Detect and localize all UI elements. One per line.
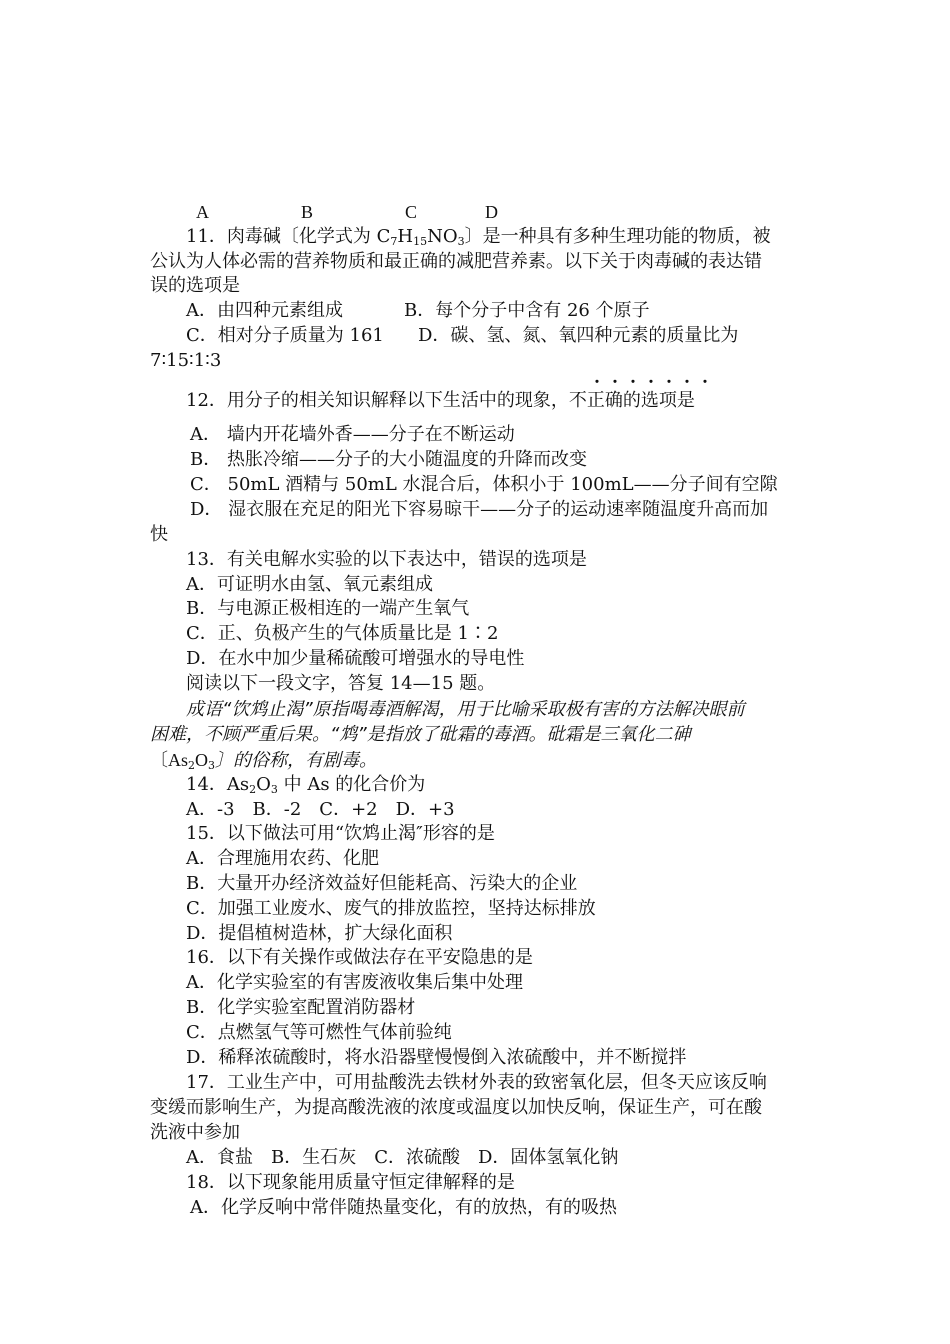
q13-option-d: D．在水中加少量稀硫酸可增强水的导电性 — [186, 648, 525, 669]
q11-stem-line2: 公认为人体必需的营养物质和最正确的减肥营养素。以下关于肉毒碱的表达错 — [150, 251, 762, 272]
q12-option-d: D． 湿衣服在充足的阳光下容易晾干——分子的运动速率随温度升高而加 — [190, 499, 769, 520]
figure-label-b: B — [301, 202, 314, 222]
q13-option-a: A．可证明水由氢、氧元素组成 — [186, 574, 433, 595]
q16-option-a: A．化学实验室的有害废液收集后集中处理 — [186, 972, 523, 993]
q11-option-a: A．由四种元素组成 — [186, 300, 343, 321]
q13-option-c: C．正、负极产生的气体质量比是 1∶2 — [186, 623, 499, 644]
q12-option-d-cont: 快 — [150, 524, 168, 545]
q16-option-d: D．稀释浓硫酸时，将水沿器壁慢慢倒入浓硫酸中，并不断搅拌 — [186, 1047, 687, 1068]
q15-option-b: B．大量开办经济效益好但能耗高、污染大的企业 — [186, 873, 578, 894]
q16-stem: 16．以下有关操作或做法存在平安隐患的是 — [186, 947, 533, 968]
q15-option-d: D．提倡植树造林，扩大绿化面积 — [186, 923, 453, 944]
q14-options: A．-3 B．-2 C．+2 D．+3 — [186, 799, 455, 820]
q17-stem-line2: 变缓而影响生产，为提高酸洗液的浓度或温度以加快反响，保证生产，可在酸 — [150, 1097, 762, 1118]
q11-option-b: B．每个分子中含有 26 个原子 — [404, 300, 650, 321]
q18-stem: 18．以下现象能用质量守恒定律解释的是 — [186, 1172, 515, 1193]
q11-option-d-cont: 7∶15∶1∶3 — [150, 350, 222, 371]
q12-option-a: A． 墙内开花墙外香——分子在不断运动 — [190, 424, 515, 445]
reading-passage-line1: 成语“饮鸩止渴”原指喝毒酒解渴，用于比喻采取极有害的方法解决眼前 — [186, 699, 745, 720]
figure-label-a: A — [196, 202, 209, 222]
q11-stem-line1: 11．肉毒碱〔化学式为 $C_7H_{15}NO_3$〕是一种具有多种生理功能的物质，被 — [186, 226, 771, 248]
q13-option-b: B．与电源正极相连的一端产生氧气 — [186, 598, 470, 619]
q14-stem: 14．$As_2O_3$ 中 As 的化合价为 — [186, 774, 426, 796]
q13-stem: 13．有关电解水实验的以下表达中，错误的选项是 — [186, 549, 587, 570]
q12-option-c: C． 50mL 酒精与 50mL 水混合后，体积小于 100mL——分子间有空隙 — [190, 474, 778, 495]
q17-stem-line1: 17．工业生产中，可用盐酸洗去铁材外表的致密氧化层，但冬天应该反响 — [186, 1072, 767, 1093]
reading-passage-line2: 困难，不顾严重后果。“鸩”是指放了砒霜的毒酒。砒霜是三氧化二砷 — [150, 724, 691, 745]
reading-passage-line3: 〔$As_2O_3$〕的俗称，有剧毒。 — [150, 750, 378, 772]
q15-option-c: C．加强工业废水、废气的排放监控，坚持达标排放 — [186, 898, 596, 919]
q16-option-c: C．点燃氢气等可燃性气体前验纯 — [186, 1022, 452, 1043]
figure-label-d: D — [485, 202, 498, 222]
q15-stem: 15．以下做法可用“饮鸩止渴″形容的是 — [186, 823, 495, 844]
q16-option-b: B．化学实验室配置消防器材 — [186, 997, 416, 1018]
q12-stem: 12．用分子的相关知识解释以下生活中的现象，不正确的选项是 — [186, 390, 695, 411]
q12-option-b: B． 热胀冷缩——分子的大小随温度的升降而改变 — [190, 449, 587, 470]
reading-intro: 阅读以下一段文字，答复 14—15 题。 — [186, 673, 496, 694]
q11-stem-line3: 误的选项是 — [150, 275, 240, 296]
q15-option-a: A．合理施用农药、化肥 — [186, 848, 379, 869]
q17-options: A．食盐 B．生石灰 C．浓硫酸 D．固体氢氧化钠 — [186, 1147, 619, 1168]
q17-stem-line3: 洗液中参加 — [150, 1122, 240, 1143]
q12-emphasis-dots: ・・・・・・・ — [590, 375, 716, 391]
q11-option-c: C．相对分子质量为 161 — [186, 325, 384, 346]
q11-option-d: D．碳、氢、氮、氧四种元素的质量比为 — [418, 325, 739, 346]
q18-option-a: A．化学反响中常伴随热量变化，有的放热，有的吸热 — [190, 1197, 617, 1218]
figure-label-c: C — [405, 202, 418, 222]
